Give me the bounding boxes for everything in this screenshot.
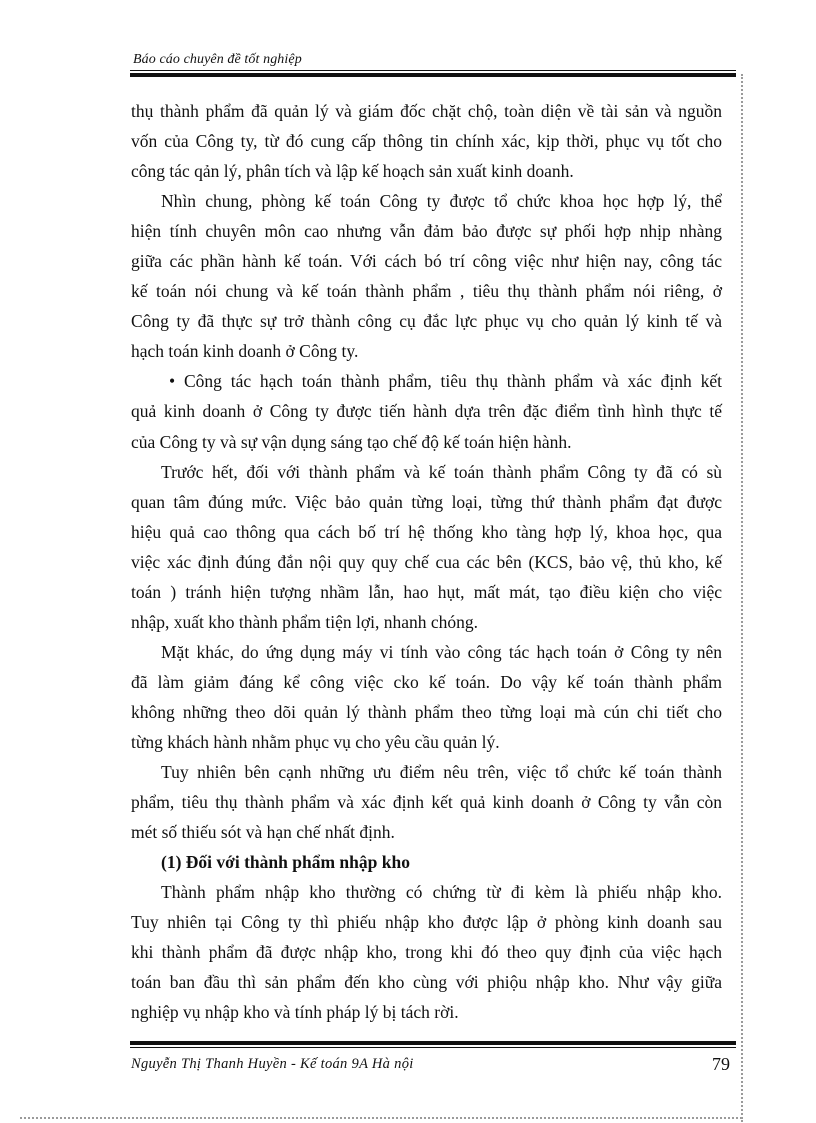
text-line: không những theo dõi quản lý thành phẩm theo từng loại mà cún chi tiết cho xyxy=(131,701,722,722)
text-line: quả kinh doanh ở Công ty được tiến hành dựa trên đặc điểm tình hình thực tế xyxy=(131,401,722,422)
text-line: việc xác định đúng đắn nội quy quy chế cua các bên (KCS, bảo vệ, thủ kho, kế xyxy=(131,551,722,572)
text-line: phẩm, tiêu thụ thành phẩm và xác định kết quả kinh doanh ở Công ty vẫn còn xyxy=(131,792,722,813)
text-line: nhập, xuất kho thành phẩm tiện lợi, nhanh chóng. xyxy=(131,611,479,632)
header-title: Báo cáo chuyên đề tốt nghiệp xyxy=(133,52,302,67)
text-line: công tác qản lý, phân tích và lập kế hoạch sản xuất kinh doanh. xyxy=(131,161,574,182)
text-line: • Công tác hạch toán thành phẩm, tiêu thụ thành phẩm và xác định kết xyxy=(169,371,722,392)
header-rule-thick xyxy=(130,73,736,77)
text-line: hiệu quả cao thông qua cách bố trí hệ thống kho tàng hợp lý, khoa học, qua xyxy=(131,521,722,542)
text-line: Trước hết, đối với thành phẩm và kế toán thành phẩm Công ty đã có sù xyxy=(161,461,722,482)
text-line: của Công ty và sự vận dụng sáng tạo chế độ kế toán hiện hành. xyxy=(131,431,572,452)
text-line: đã làm giảm đáng kể công việc cko kế toán. Do vậy kế toán thành phẩm xyxy=(131,671,722,692)
text-line: Nhìn chung, phòng kế toán Công ty được tổ chức khoa học hợp lý, thể xyxy=(161,191,722,212)
text-line: quan tâm đúng mức. Việc bảo quản từng loại, từng thứ thành phẩm đạt được xyxy=(131,491,722,512)
section-heading-text: (1) Đối với thành phẩm nhập kho xyxy=(161,852,410,873)
paragraph-5 xyxy=(131,637,722,757)
text-line: thụ thành phẩm đã quản lý và giám đốc chặt chộ, toàn diện về tài sản và nguồn xyxy=(131,101,722,121)
paragraph-bullet xyxy=(131,366,722,456)
text-line: hạch toán kinh doanh ở Công ty. xyxy=(131,341,359,362)
text-line: giữa các phần hành kế toán. Với cách bó trí công việc như hiện nay, công tác xyxy=(131,251,722,272)
footer-rule-thin xyxy=(130,1047,736,1048)
text-line: toán ban đầu thì sản phẩm đến kho cùng với phiộu nhập kho. Như vậy giữa xyxy=(131,972,722,993)
footer-rule-thick xyxy=(130,1041,736,1045)
text-line: hiện tính chuyên môn cao nhưng vẫn đảm bảo được sự phối hợp nhịp nhàng xyxy=(131,221,722,242)
text-line: Mặt khác, do ứng dụng máy vi tính vào công tác hạch toán ở Công ty nên xyxy=(161,641,722,662)
text-line: vốn của Công ty, từ đó cung cấp thông tin chính xác, kịp thời, phục vụ tốt cho xyxy=(131,131,722,152)
text-line: Tuy nhiên bên cạnh những ưu điểm nêu trên, việc tổ chức kế toán thành xyxy=(161,762,722,783)
text-line: nghiệp vụ nhập kho và tính pháp lý bị tách rời. xyxy=(131,1002,459,1023)
text-line: khi thành phẩm đã được nhập kho, trong khi đó theo quy định của việc hạch xyxy=(131,942,722,963)
text-line: từng khách hành nhằm phục vụ cho yêu cầu quản lý. xyxy=(131,731,500,752)
section-heading xyxy=(131,847,722,877)
text-line: mét số thiếu sót và hạn chế nhất định. xyxy=(131,822,395,843)
text-line: toán ) tránh hiện tượng nhầm lẫn, hao hụt, mất mát, tạo điều kiện cho việc xyxy=(131,581,722,602)
page-border-bottom xyxy=(20,1117,742,1119)
paragraph-6 xyxy=(131,757,722,847)
document-body xyxy=(131,96,722,1027)
paragraph-1 xyxy=(131,96,722,186)
text-line: kế toán nói chung và kế toán thành phẩm , tiêu thụ thành phẩm nói riêng, ở xyxy=(131,281,722,302)
text-line: Tuy nhiên tại Công ty thì phiếu nhập kho được lập ở phòng kinh doanh sau xyxy=(131,912,722,933)
text-line: Thành phẩm nhập kho thường có chứng từ đi kèm là phiếu nhập kho. xyxy=(161,882,722,903)
paragraph-4 xyxy=(131,457,722,637)
header-rule-thin xyxy=(130,70,736,71)
paragraph-2 xyxy=(131,186,722,366)
page-border-right xyxy=(741,74,743,1122)
page-number: 79 xyxy=(712,1054,730,1074)
paragraph-8 xyxy=(131,877,722,1027)
footer-author: Nguyễn Thị Thanh Huyền - Kế toán 9A Hà nội xyxy=(131,1056,414,1072)
text-line: Công ty đã thực sự trở thành công cụ đắc lực phục vụ cho quản lý kinh tế và xyxy=(131,311,722,332)
